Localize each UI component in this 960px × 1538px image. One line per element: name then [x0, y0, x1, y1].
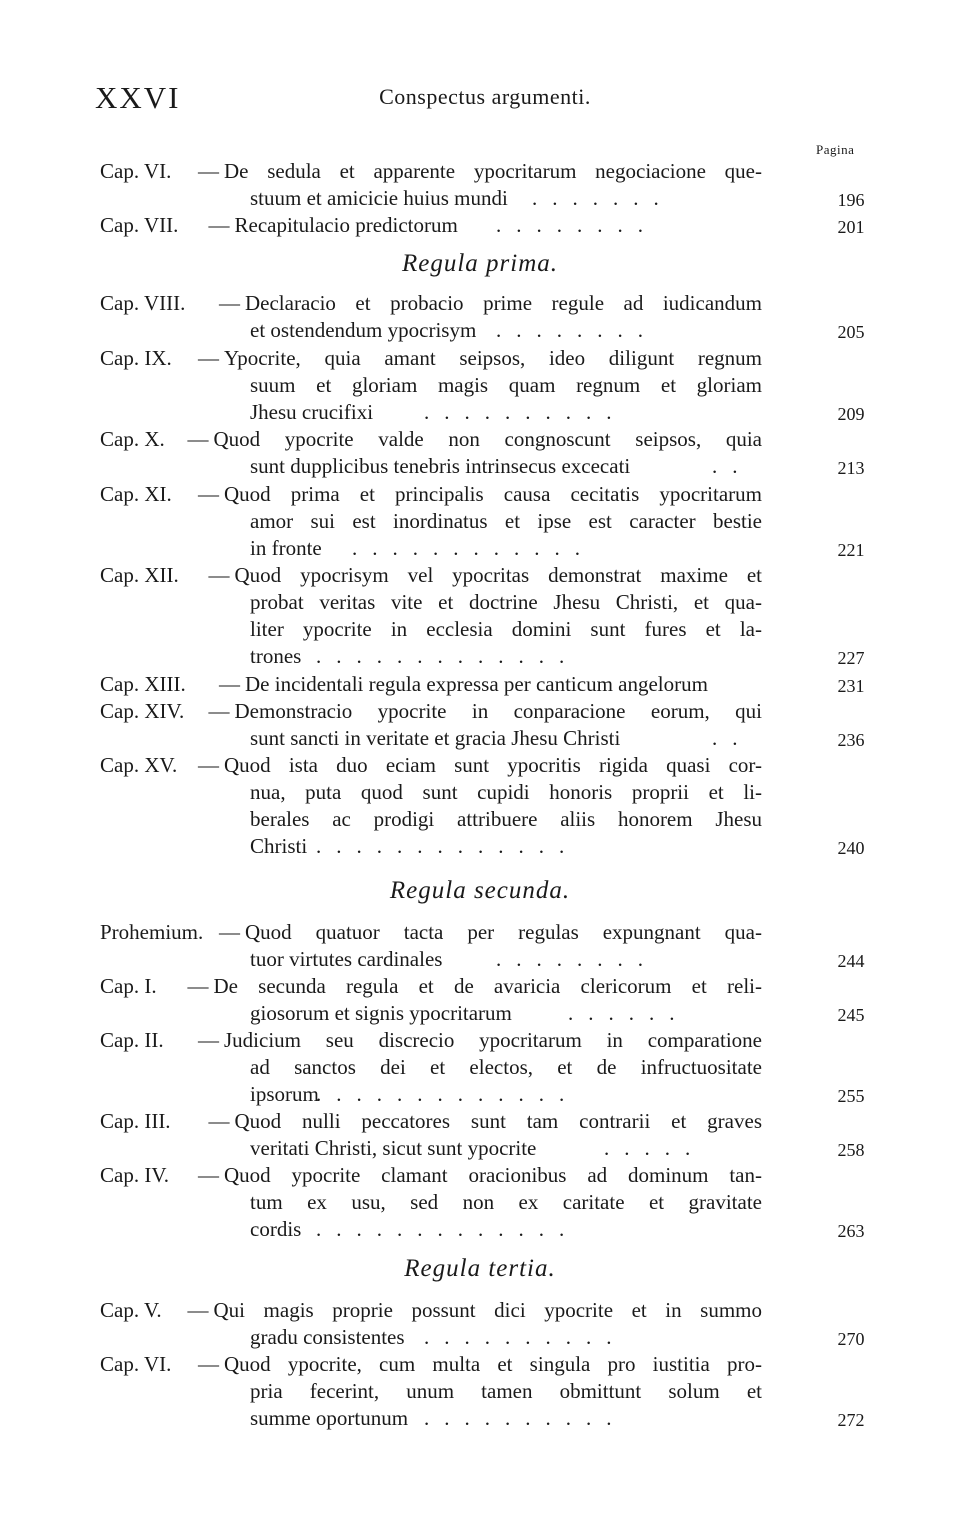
chapter-label: Cap. IX.	[100, 346, 172, 370]
leader-dots: ..........	[424, 1325, 627, 1349]
chapter-label: Cap. IV.	[100, 1163, 170, 1187]
leader-dots: ........	[496, 318, 658, 342]
entry-text-line: Demonstracio ypocrite in conparacione eorum, qui	[234, 699, 762, 723]
leader-dots: .............	[316, 834, 580, 858]
page-reference[interactable]: 221	[837, 540, 865, 560]
leader-dots: ............	[352, 536, 595, 560]
leader-dots: ..........	[424, 1406, 627, 1430]
chapter-label: Cap. VIII.	[100, 291, 186, 315]
em-dash: —	[219, 672, 240, 696]
entry-text-line: Jhesu crucifixi	[250, 400, 374, 424]
page-reference[interactable]: 240	[837, 838, 865, 858]
leader-dots: .............	[316, 644, 580, 668]
chapter-label: Cap. VII.	[100, 213, 179, 237]
page-number: XXVI	[95, 80, 181, 115]
entry-text-line: Recapitulacio predictorum	[234, 213, 458, 237]
em-dash: —	[187, 974, 209, 998]
leader-dots: .............	[316, 1217, 580, 1241]
chapter-label: Cap. VI.	[100, 159, 172, 183]
page-reference[interactable]: 258	[837, 1140, 865, 1160]
entry-text-line: ad sanctos dei et electos, et de infructuositate	[250, 1055, 762, 1079]
entry-text-line: sunt dupplicibus tenebris intrinsecus excecati	[250, 454, 631, 478]
entry-text-line: De incidentali regula expressa per canticum angelorum	[245, 672, 708, 696]
page-reference[interactable]: 236	[837, 730, 865, 750]
chapter-label: Cap. XII.	[100, 563, 179, 587]
entry-text-line: ipsorum	[250, 1082, 319, 1106]
em-dash: —	[208, 699, 230, 723]
section-heading: Regula prima.	[401, 250, 559, 277]
entry-text-line: amor sui est inordinatus et ipse est caracter bestie	[250, 509, 762, 533]
page-reference[interactable]: 263	[837, 1221, 865, 1241]
entry-text-line: Quod prima et principalis causa cecitatis ypocritarum	[224, 482, 762, 506]
page-reference[interactable]: 231	[837, 676, 865, 696]
leader-dots: .......	[532, 186, 674, 210]
page-reference[interactable]: 244	[837, 951, 865, 971]
chapter-label: Cap. X.	[100, 427, 165, 451]
entry-text-line: summe oportunum	[250, 1406, 409, 1430]
em-dash: —	[219, 291, 240, 315]
chapter-label: Cap. I.	[100, 974, 157, 998]
chapter-label: Cap. VI.	[100, 1352, 172, 1376]
entry-text-line: Quod ista duo eciam sunt ypocritis rigida quasi cor-	[224, 753, 762, 777]
entry-text-line: sunt sancti in veritate et gracia Jhesu Christi	[250, 726, 621, 750]
entry-text-line: et ostendendum ypocrisym	[250, 318, 477, 342]
entry-text-line: trones	[250, 644, 302, 668]
entry-text-line: De secunda regula et de avaricia clericorum et reli-	[213, 974, 762, 998]
em-dash: —	[198, 1028, 219, 1052]
entry-text-line: giosorum et signis ypocritarum	[250, 1001, 512, 1025]
entry-text-line: De sedula et apparente ypocritarum negociacione que-	[224, 159, 762, 183]
em-dash: —	[198, 1352, 219, 1376]
entry-text-line: Quod ypocrite, cum multa et singula pro iustitia pro-	[224, 1352, 762, 1376]
page-reference[interactable]: 255	[837, 1086, 865, 1106]
entry-text-line: cordis	[250, 1217, 302, 1241]
page-reference[interactable]: 201	[837, 217, 865, 237]
em-dash: —	[198, 753, 219, 777]
em-dash: —	[208, 563, 230, 587]
entry-text-line: Declaracio et probacio prime regule ad iudicandum	[245, 291, 762, 315]
entry-text-line: Quod nulli peccatores sunt tam contrarii et graves	[234, 1109, 762, 1133]
entry-text-line: Christi	[250, 834, 308, 858]
chapter-label: Cap. II.	[100, 1028, 164, 1052]
entry-text-line: veritati Christi, sicut sunt ypocrite	[250, 1136, 537, 1160]
em-dash: —	[208, 1109, 230, 1133]
em-dash: —	[219, 920, 240, 944]
entry-text-line: berales ac prodigi attribuere aliis honorem Jhesu	[250, 807, 762, 831]
em-dash: —	[208, 213, 230, 237]
running-title: Conspectus argumenti.	[379, 84, 591, 109]
pagina-column-label: Pagina	[816, 142, 855, 157]
chapter-label: Cap. III.	[100, 1109, 171, 1133]
em-dash: —	[198, 482, 219, 506]
leader-dots: ..........	[424, 400, 627, 424]
entry-text-line: tuor virtutes cardinales	[250, 947, 443, 971]
page-reference[interactable]: 205	[837, 322, 865, 342]
entry-text-line: Judicium seu discrecio ypocritarum in comparatione	[224, 1028, 762, 1052]
leader-dots: ........	[496, 947, 658, 971]
entry-text-line: tum ex usu, sed non ex caritate et gravitate	[250, 1190, 762, 1214]
chapter-label: Cap. XIV.	[100, 699, 185, 723]
entry-text-line: in fronte	[250, 536, 322, 560]
page-reference[interactable]: 270	[837, 1329, 865, 1349]
entry-text-line: stuum et amicicie huius mundi	[250, 186, 508, 210]
leader-dots: ..	[712, 726, 753, 750]
entry-text-line: Quod quatuor tacta per regulas expungnant qua-	[245, 920, 762, 944]
entry-text-line: Qui magis proprie possunt dici ypocrite et in summo	[213, 1298, 762, 1322]
leader-dots: .....	[604, 1136, 706, 1160]
leader-dots: ......	[568, 1001, 690, 1025]
page-reference[interactable]: 209	[837, 404, 865, 424]
section-heading: Regula secunda.	[389, 877, 571, 904]
page-reference[interactable]: 213	[837, 458, 865, 478]
page-reference[interactable]: 245	[837, 1005, 865, 1025]
em-dash: —	[187, 427, 209, 451]
chapter-label: Cap. V.	[100, 1298, 162, 1322]
leader-dots: ..	[712, 454, 753, 478]
page-reference[interactable]: 272	[837, 1410, 865, 1430]
entry-text-line: probat veritas vite et doctrine Jhesu Christi, et qua-	[250, 590, 762, 614]
chapter-label: Cap. XV.	[100, 753, 178, 777]
entry-text-line: Quod ypocrite valde non congnoscunt seipsos, quia	[213, 427, 762, 451]
page-reference[interactable]: 227	[837, 648, 865, 668]
em-dash: —	[187, 1298, 209, 1322]
entry-text-line: pria fecerint, unum tamen obmittunt solum et	[250, 1379, 762, 1403]
leader-dots: ........	[496, 213, 658, 237]
page-reference[interactable]: 196	[837, 190, 865, 210]
entry-text-line: liter ypocrite in ecclesia domini sunt fures et la-	[250, 617, 762, 641]
leader-dots: .............	[316, 1082, 580, 1106]
entry-text-line: suum et gloriam magis quam regnum et gloriam	[250, 373, 762, 397]
em-dash: —	[198, 1163, 219, 1187]
entry-text-line: nua, puta quod sunt cupidi honoris proprii et li-	[250, 780, 762, 804]
entry-text-line: Quod ypocrisym vel ypocritas demonstrat maxime et	[234, 563, 762, 587]
chapter-label: Cap. XI.	[100, 482, 172, 506]
chapter-label: Prohemium.	[100, 920, 204, 944]
em-dash: —	[198, 346, 219, 370]
entry-text-line: gradu consistentes	[250, 1325, 405, 1349]
em-dash: —	[198, 159, 219, 183]
section-heading: Regula tertia.	[404, 1255, 556, 1282]
entry-text-line: Ypocrite, quia amant seipsos, ideo diligunt regnum	[224, 346, 762, 370]
chapter-label: Cap. XIII.	[100, 672, 186, 696]
entry-text-line: Quod ypocrite clamant oracionibus ad dominum tan-	[224, 1163, 762, 1187]
